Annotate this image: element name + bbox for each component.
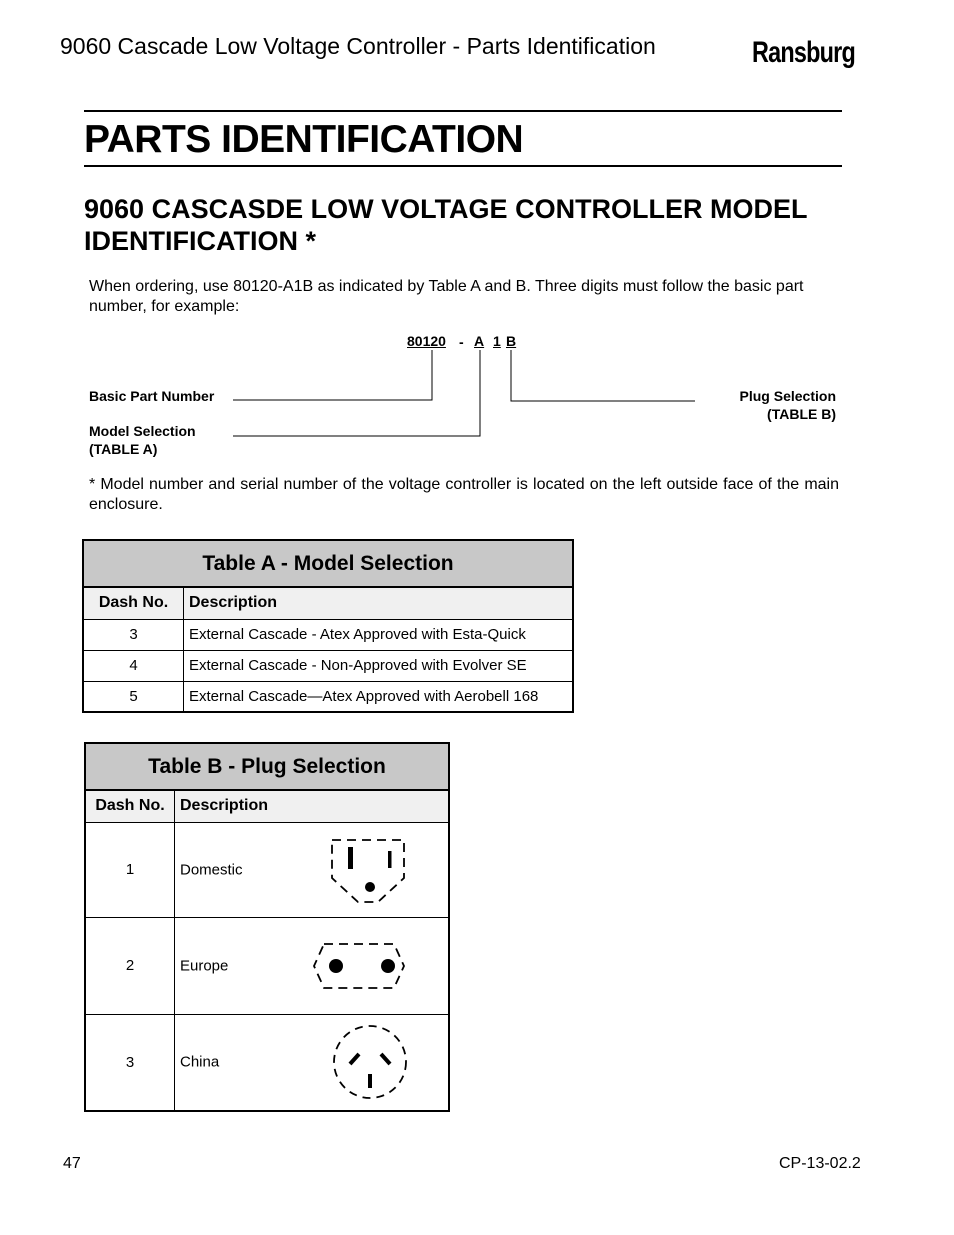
table-a-description-cell: External Cascade - Atex Approved with Esta-Quick xyxy=(184,619,574,650)
table-b-dash-cell: 1 xyxy=(85,822,175,917)
table-b-description-cell xyxy=(175,822,450,917)
table-row xyxy=(83,650,573,681)
part-number-base: 80120 xyxy=(407,333,446,349)
table-a-description-cell: External Cascade—Atex Approved with Aerobell 168 xyxy=(184,681,574,712)
page-title: PARTS IDENTIFICATION xyxy=(84,118,524,161)
table-row xyxy=(83,619,573,650)
europe-plug-icon xyxy=(310,940,410,992)
table-row xyxy=(85,917,449,1014)
table-a-dash-cell: 5 xyxy=(83,681,184,712)
plug-label: Domestic xyxy=(180,861,243,878)
part-number-dash: - xyxy=(459,334,464,350)
document-code: CP-13-02.2 xyxy=(779,1155,861,1172)
section-title: 9060 CASCASDE LOW VOLTAGE CONTROLLER MODEL IDENTIFICATION * xyxy=(84,194,808,256)
table-a-caption: Table A - Model Selection xyxy=(83,540,573,587)
table-row xyxy=(85,1014,449,1111)
table-a-dash-cell: 3 xyxy=(83,619,184,650)
page-number: 47 xyxy=(63,1155,81,1172)
table-b-caption: Table B - Plug Selection xyxy=(85,743,449,790)
running-header-title: 9060 Cascade Low Voltage Controller - Parts Identification xyxy=(60,33,656,59)
table-a-description-header: Description xyxy=(184,587,574,619)
part-number-model-code: A xyxy=(474,333,485,349)
plug-selection-label: Plug Selection (TABLE B) xyxy=(739,388,836,422)
table-b-description-cell xyxy=(175,917,450,1014)
part-number-plug-code: B xyxy=(506,333,517,349)
domestic-plug-icon xyxy=(326,834,410,906)
table-b-dash-cell: 3 xyxy=(85,1014,175,1111)
table-a-model-selection xyxy=(82,539,574,713)
table-a-dash-cell: 4 xyxy=(83,650,184,681)
table-a-dash-header: Dash No. xyxy=(83,587,184,619)
plug-label: China xyxy=(180,1053,220,1071)
table-b-description-cell xyxy=(175,1014,450,1111)
table-a-description-cell: External Cascade - Non-Approved with Evolver SE xyxy=(184,650,574,681)
part-number-digit: 1 xyxy=(493,333,501,349)
footnote-paragraph: * Model number and serial number of the voltage controller is located on the left outside face of the main enclosure. xyxy=(89,476,839,513)
plug-label: Europe xyxy=(180,957,229,974)
table-row xyxy=(85,822,449,917)
table-b-description-header: Description xyxy=(175,790,450,822)
table-row xyxy=(83,681,573,712)
china-plug-icon xyxy=(330,1023,410,1101)
brand-logo: Ransburg xyxy=(752,36,855,69)
table-b-plug-selection xyxy=(84,742,450,1112)
model-selection-label: Model Selection (TABLE A) xyxy=(89,423,196,457)
table-b-dash-header: Dash No. xyxy=(85,790,175,822)
intro-paragraph: When ordering, use 80120-A1B as indicated by Table A and B. Three digits must follow the basic part number, for example: xyxy=(89,278,804,315)
basic-part-number-label: Basic Part Number xyxy=(89,388,215,404)
table-b-dash-cell: 2 xyxy=(85,917,175,1014)
